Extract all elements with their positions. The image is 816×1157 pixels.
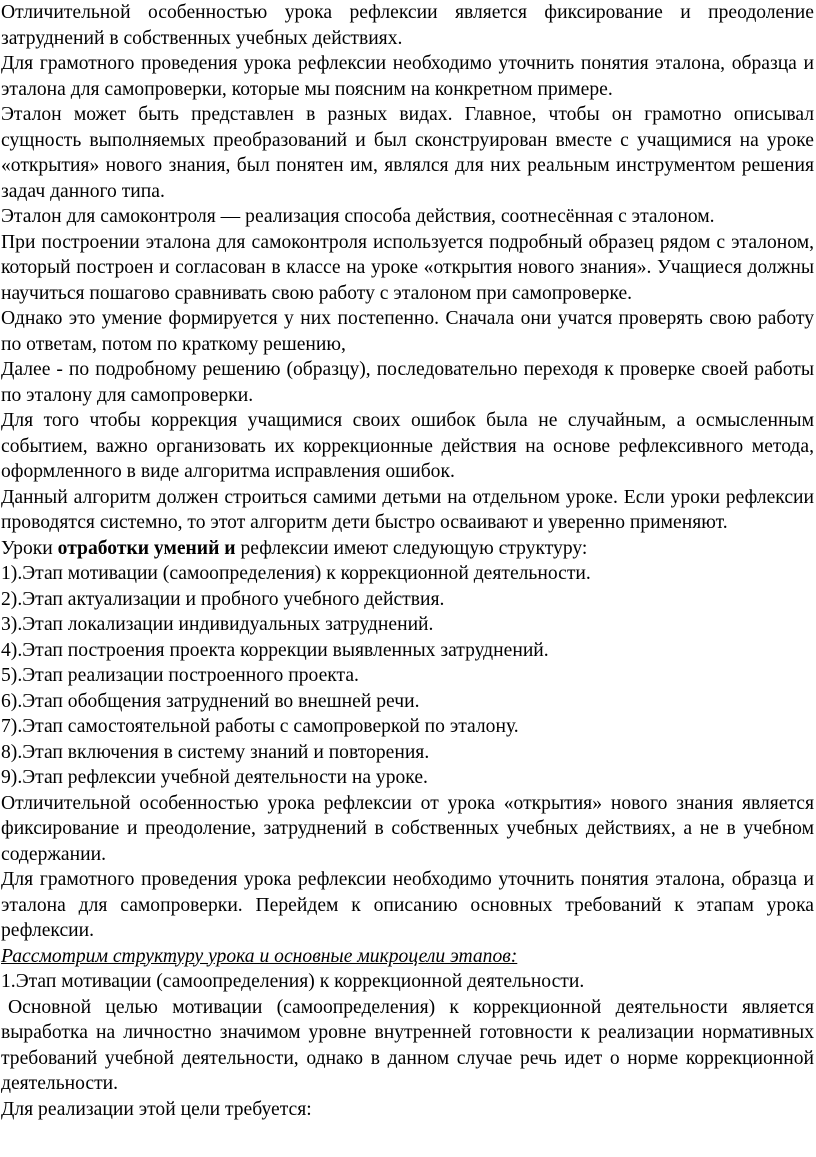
structure-intro xyxy=(1,536,814,562)
stage-item-9: 9).Этап рефлексии учебной деятельности на уроке. xyxy=(1,767,428,788)
paragraph-intro: Отличительной особенностью урока рефлексии является фиксирование и преодоление затруднений в собственных учебных действиях. xyxy=(1,2,814,49)
section-heading-text: Рассмотрим структуру урока и основные микроцели этапов: xyxy=(1,945,518,967)
paragraph-skill-formation: Однако это умение формируется у них постепенно. Сначала они учатся проверять свою работу по ответам, потом по краткому решению, xyxy=(1,308,814,355)
stage1-title: 1.Этап мотивации (самоопределения) к коррекционной деятельности. xyxy=(1,971,585,992)
paragraph-algorithm: Данный алгоритм должен строиться самими детьми на отдельном уроке. Если уроки рефлексии проводятся системно, то этот алгоритм дети быстро осваивают и уверенно применяют. xyxy=(1,486,814,533)
paragraph-etalon-construction: При построении эталона для самоконтроля используется подробный образец рядом с эталоном, который построен и согласован в классе на уроке «открытия нового знания». Учащиеся должны научиться пошагово сравнивать свою работу с эталоном при самопроверке. xyxy=(1,231,814,304)
structure-intro-before: Уроки xyxy=(1,537,58,559)
stage-item-5: 5).Этап реализации построенного проекта. xyxy=(1,665,359,686)
stage-item-6: 6).Этап обобщения затруднений во внешней речи. xyxy=(1,690,420,712)
paragraph-detailed-solution: Далее - по подробному решению (образцу), последовательно переходя к проверке своей работы по эталону для самопроверки. xyxy=(1,359,814,406)
final-line: Для реализации этой цели требуется: xyxy=(1,1098,312,1120)
stage-item-2: 2).Этап актуализации и пробного учебного действия. xyxy=(1,588,445,610)
paragraph-requirements: Для грамотного проведения урока рефлексии необходимо уточнить понятия эталона, образца и эталона для самопроверки. Перейдем к описанию основных требований к этапам урока рефлексии. xyxy=(1,869,814,941)
structure-intro-bold: отработки умений и xyxy=(57,537,236,559)
stage-item-3: 3).Этап локализации индивидуальных затруднений. xyxy=(1,614,434,635)
stage-item-8: 8).Этап включения в систему знаний и повторения. xyxy=(1,741,430,763)
stage-item-1: 1).Этап мотивации (самоопределения) к коррекционной деятельности. xyxy=(1,563,591,584)
paragraph-etalon-definition: Эталон для самоконтроля — реализация способа действия, соотнесённая с эталоном. xyxy=(1,206,715,227)
stage-item-4: 4).Этап построения проекта коррекции выявленных затруднений. xyxy=(1,639,549,661)
section-heading xyxy=(1,944,814,970)
stage1-text: Основной целью мотивации (самоопределения) к коррекционной деятельности является выработка на личностно значимом уровне внутренней готовности к реализации нормативных требований учебной деятельности, однако в данном случае речь идет о норме коррекционной деятельности. xyxy=(1,996,814,1094)
paragraph-etalon-forms: Эталон может быть представлен в разных видах. Главное, чтобы он грамотно описывал сущность выполняемых преобразований и был сконструирован вместе с учащимися на уроке «открытия» нового знания, был понятен им, являлся для них реальным инструментом решения задач данного типа. xyxy=(1,104,814,202)
paragraph-correction: Для того чтобы коррекция учащимися своих ошибок была не случайным, а осмысленным событием, важно организовать их коррекционные действия на основе рефлексивного метода, оформленного в виде алгоритма исправления ошибок. xyxy=(1,410,814,482)
structure-intro-after: рефлексии имеют следующую структуру: xyxy=(235,537,588,559)
stage-item-7: 7).Этап самостоятельной работы с самопроверкой по эталону. xyxy=(1,716,519,737)
paragraph-concepts: Для грамотного проведения урока рефлексии необходимо уточнить понятия эталона, образца и эталона для самопроверки, которые мы поясним на конкретном примере. xyxy=(1,53,814,100)
paragraph-distinctive-feature: Отличительной особенностью урока рефлексии от урока «открытия» нового знания является фиксирование и преодоление, затруднений в собственных учебных действиях, а не в учебном содержании. xyxy=(1,792,814,865)
